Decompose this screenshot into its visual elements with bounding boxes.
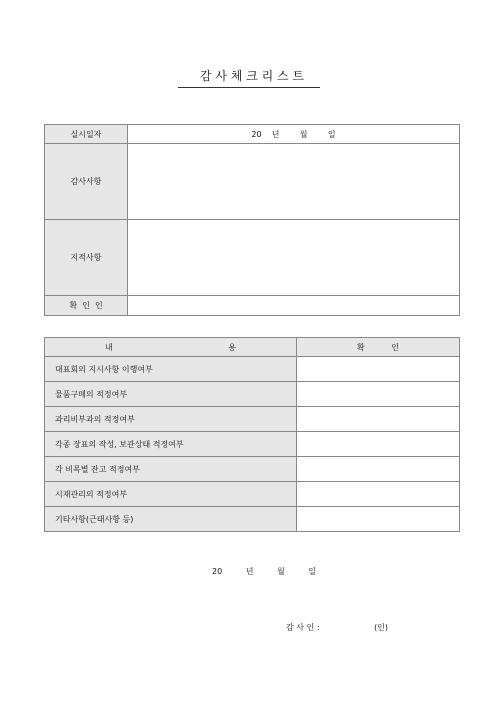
footer-date-month-unit: 월: [277, 567, 285, 576]
auditor-label: 감 사 인 :: [286, 623, 320, 632]
checklist-item-label: 기타사항(근태사항 등): [45, 507, 297, 532]
checklist-item-confirm-cell[interactable]: [297, 432, 460, 457]
header-content-char-1: 내: [105, 342, 113, 352]
audit-info-table: [44, 124, 460, 316]
seal-mark: (인): [374, 623, 389, 632]
checklist-row: [45, 482, 460, 507]
checklist-row: [45, 432, 460, 457]
header-content-char-2: 용: [228, 342, 236, 352]
checklist-table: [44, 337, 460, 532]
checklist-item-label: 과리비부과의 적정여부: [45, 407, 297, 432]
value-confirmer[interactable]: [128, 296, 460, 316]
header-content: [45, 338, 297, 357]
label-audit-date: 실시일자: [45, 125, 128, 144]
header-confirm: [297, 338, 460, 357]
checklist-row: [45, 382, 460, 407]
checklist-item-confirm-cell[interactable]: [297, 482, 460, 507]
checklist-row: [45, 457, 460, 482]
footer-date-year-unit: 년: [245, 567, 254, 576]
row-confirmer: [45, 296, 460, 316]
checklist-header-row: [45, 338, 460, 357]
checklist-item-label: 각 비목별 잔고 적정여부: [45, 457, 297, 482]
footer-date-year: 20: [212, 567, 223, 576]
value-audit-items[interactable]: [128, 144, 460, 220]
footer-date-day-unit: 일: [308, 567, 317, 576]
value-findings[interactable]: [128, 220, 460, 296]
auditor-signature-line: [286, 622, 388, 633]
document-title: 감 사 체 크 리 스 트: [199, 69, 305, 83]
checklist-item-label: 물품구매의 적정여부: [45, 382, 297, 407]
row-audit-date: [45, 125, 460, 144]
row-findings: [45, 220, 460, 296]
title-underline: [178, 87, 320, 88]
checklist-row: [45, 357, 460, 382]
checklist-item-confirm-cell[interactable]: [297, 507, 460, 532]
checklist-item-confirm-cell[interactable]: [297, 382, 460, 407]
header-confirm-char-2: 인: [391, 342, 399, 352]
row-audit-items: [45, 144, 460, 220]
checklist-item-confirm-cell[interactable]: [297, 357, 460, 382]
footer-date: [212, 566, 337, 577]
checklist-item-label: 각종 장표의 작성, 보관상태 적정여부: [45, 432, 297, 457]
checklist-item-confirm-cell[interactable]: [297, 407, 460, 432]
header-confirm-char-1: 확: [357, 342, 365, 352]
value-audit-date[interactable]: 20 년 월 일: [128, 125, 460, 144]
checklist-item-label: 시재관리의 적정여부: [45, 482, 297, 507]
checklist-row: [45, 407, 460, 432]
label-confirmer: 확 인 인: [45, 296, 128, 316]
label-audit-items: 감사사항: [45, 144, 128, 220]
checklist-item-label: 대표회의 지시사항 이행여부: [45, 357, 297, 382]
checklist-row: [45, 507, 460, 532]
label-findings: 지적사항: [45, 220, 128, 296]
checklist-item-confirm-cell[interactable]: [297, 457, 460, 482]
